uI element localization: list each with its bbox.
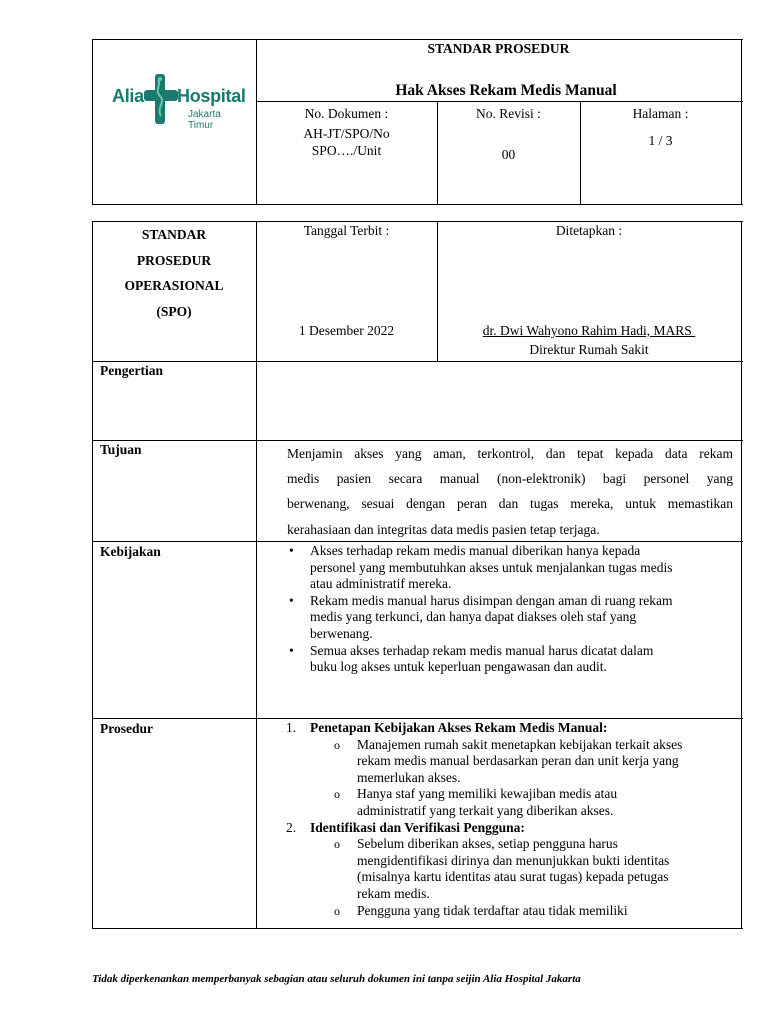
kebijakan-line: • Rekam medis manual harus disimpan dengan aman di ruang rekam	[310, 592, 673, 608]
kebijakan-list	[286, 543, 736, 676]
sub-marker: o	[334, 837, 340, 852]
prosedur-sub-line: Hanya staf yang memiliki kewajiban medis atau	[357, 786, 618, 802]
spo-title-line: PROSEDUR	[136, 252, 212, 268]
kebijakan-line: atau administratif mereka.	[310, 576, 452, 592]
prosedur-sub-line: Pengguna yang tidak terdaftar atau tidak memiliki	[357, 902, 628, 918]
tujuan-line: Menjamin akses yang aman, terkontrol, dan tepat kepada data rekam	[287, 446, 733, 461]
prosedur-item-title: Penetapan Kebijakan Akses Rekam Medis Manual:	[310, 720, 608, 735]
signatory-title: Direktur Rumah Sakit	[529, 342, 649, 357]
tujuan-text	[287, 441, 733, 542]
tujuan-line: medis pasien secara manual (non-elektronik) bagi personel yang	[287, 471, 733, 487]
prosedur-label: Prosedur	[100, 721, 153, 736]
kebijakan-line: personel yang membutuhkan akses untuk menjalankan tugas medis	[310, 559, 673, 575]
list-item	[286, 643, 736, 676]
prosedur-item-number: 2.	[286, 819, 297, 835]
prosedur-subitem	[286, 836, 736, 902]
logo-brand-left: Alia	[112, 86, 144, 106]
prosedur-sub-line: (misalnya kartu identitas atau surat tugas) kepada petugas	[357, 869, 669, 885]
kebijakan-line: buku log akses untuk keperluan pengawasan dan audit.	[310, 659, 607, 675]
kebijakan-label: Kebijakan	[100, 544, 161, 559]
prosedur-list	[286, 720, 736, 919]
halaman-label: Halaman :	[632, 106, 689, 121]
pengertian-label: Pengertian	[100, 363, 163, 378]
tanggal-terbit-label: Tanggal Terbit :	[303, 223, 390, 238]
footer-disclaimer: Tidak diperkenankan memperbanyak sebagian atau seluruh dokumen ini tanpa seijin Alia Hospital Jakarta	[92, 973, 581, 985]
prosedur-sub-line: Sebelum diberikan akses, setiap pengguna harus	[357, 836, 618, 852]
list-item	[286, 593, 736, 643]
prosedur-item	[286, 720, 736, 737]
ditetapkan-label: Ditetapkan :	[555, 223, 623, 238]
prosedur-item-title: Identifikasi dan Verifikasi Pengguna:	[310, 819, 525, 835]
prosedur-sub-line: rekam medis.	[357, 885, 430, 901]
doc-type: STANDAR PROSEDUR	[427, 41, 570, 56]
tujuan-label: Tujuan	[100, 442, 142, 457]
list-item	[286, 543, 736, 593]
prosedur-subitem	[286, 737, 736, 787]
halaman-value: 1 / 3	[648, 133, 673, 148]
spo-title	[92, 222, 256, 324]
logo-brand-right: Hospital	[177, 86, 246, 106]
spo-title-line: OPERASIONAL	[124, 278, 224, 293]
kebijakan-line: • Semua akses terhadap rekam medis manual harus dicatat dalam	[310, 642, 654, 658]
kebijakan-line: berwenang.	[310, 625, 373, 641]
sub-marker: o	[334, 903, 340, 918]
no-revisi-label: No. Revisi :	[476, 106, 541, 121]
tujuan-line: kerahasiaan dan integritas data medis pasien tetap terjaga.	[287, 521, 600, 537]
sub-marker: o	[334, 737, 340, 752]
sub-marker: o	[334, 787, 340, 802]
no-dokumen-value-line2: SPO…./Unit	[311, 143, 382, 158]
tujuan-line: berwenang, sesuai dengan peran dan tugas mereka, untuk memastikan	[287, 496, 733, 512]
hospital-logo	[112, 72, 246, 131]
prosedur-subitem	[286, 786, 736, 819]
prosedur-sub-line: administratif yang terkait yang diberikan akses.	[357, 802, 614, 818]
tanggal-terbit-value: 1 Desember 2022	[298, 323, 395, 338]
prosedur-sub-line: Manajemen rumah sakit menetapkan kebijakan terkait akses	[357, 736, 683, 752]
prosedur-subitem	[286, 903, 736, 920]
signatory-name: dr. Dwi Wahyono Rahim Hadi, MARS	[482, 323, 696, 338]
doc-title: Hak Akses Rekam Medis Manual	[395, 82, 617, 99]
no-dokumen-label: No. Dokumen :	[304, 106, 389, 121]
prosedur-item	[286, 820, 736, 837]
no-dokumen-value-line1: AH-JT/SPO/No	[303, 126, 390, 141]
kebijakan-line: medis yang terkunci, dan hanya dapat diakses oleh staf yang	[310, 609, 637, 625]
prosedur-sub-line: mengidentifikasi dirinya dan menunjukkan bukti identitas	[357, 852, 670, 868]
spo-title-line: (SPO)	[156, 303, 192, 319]
kebijakan-line: • Akses terhadap rekam medis manual diberikan hanya kepada	[310, 543, 641, 558]
prosedur-sub-line: rekam medis manual berdasarkan peran dan unit kerja yang	[357, 753, 679, 769]
prosedur-item-number: 1.	[286, 720, 297, 735]
spo-title-line: STANDAR	[141, 227, 207, 242]
medical-cross-icon	[144, 72, 180, 126]
prosedur-sub-line: memerlukan akses.	[357, 769, 461, 785]
no-revisi-value: 00	[501, 147, 516, 162]
logo-subtitle: Jakarta Timur	[188, 109, 221, 131]
